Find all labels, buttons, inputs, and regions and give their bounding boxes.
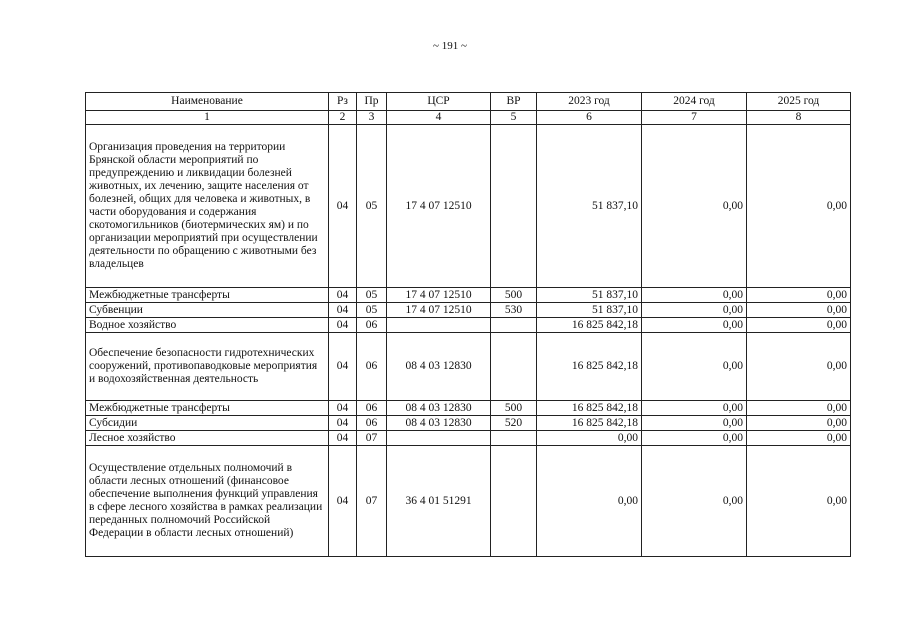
table-row	[86, 125, 851, 288]
budget-table	[85, 92, 851, 557]
row-pr: 05	[357, 288, 387, 303]
header-row	[86, 93, 851, 111]
row-vr	[491, 431, 537, 446]
row-pr: 07	[357, 431, 387, 446]
row-pr: 07	[357, 446, 387, 557]
table-row	[86, 401, 851, 416]
row-2024: 0,00	[642, 431, 747, 446]
table-row	[86, 333, 851, 401]
row-2025: 0,00	[747, 318, 851, 333]
row-csr: 36 4 01 51291	[387, 446, 491, 557]
column-number: 4	[387, 111, 491, 125]
row-name: Межбюджетные трансферты	[86, 401, 329, 416]
row-rz: 04	[329, 318, 357, 333]
row-rz: 04	[329, 401, 357, 416]
header-csr: ЦСР	[387, 93, 491, 111]
column-number: 3	[357, 111, 387, 125]
row-vr	[491, 333, 537, 401]
row-pr: 06	[357, 416, 387, 431]
table-row	[86, 288, 851, 303]
page-number: ~ 191 ~	[433, 40, 467, 52]
row-csr: 17 4 07 12510	[387, 288, 491, 303]
row-2024: 0,00	[642, 288, 747, 303]
row-vr: 530	[491, 303, 537, 318]
row-2024: 0,00	[642, 416, 747, 431]
row-2025: 0,00	[747, 401, 851, 416]
row-csr: 17 4 07 12510	[387, 125, 491, 288]
column-number: 1	[86, 111, 329, 125]
row-rz: 04	[329, 125, 357, 288]
row-csr	[387, 318, 491, 333]
row-vr	[491, 318, 537, 333]
row-name: Осуществление отдельных полномочий в области лесных отношений (финансовое обеспечение выполнения функций управления в сфере лесного хозяйства в рамках реализации переданных полномочий Российской Федерации в области лесных отношений)	[86, 446, 329, 557]
row-rz: 04	[329, 446, 357, 557]
row-2023: 51 837,10	[537, 288, 642, 303]
table-row	[86, 416, 851, 431]
row-2024: 0,00	[642, 446, 747, 557]
row-csr: 08 4 03 12830	[387, 401, 491, 416]
table-row	[86, 431, 851, 446]
table-row	[86, 303, 851, 318]
row-pr: 05	[357, 303, 387, 318]
row-2023: 0,00	[537, 431, 642, 446]
row-rz: 04	[329, 431, 357, 446]
row-rz: 04	[329, 416, 357, 431]
column-number: 2	[329, 111, 357, 125]
table-row	[86, 318, 851, 333]
row-2025: 0,00	[747, 303, 851, 318]
header-2023: 2023 год	[537, 93, 642, 111]
row-2025: 0,00	[747, 125, 851, 288]
row-pr: 06	[357, 401, 387, 416]
table-row	[86, 446, 851, 557]
row-2023: 51 837,10	[537, 303, 642, 318]
row-2023: 16 825 842,18	[537, 333, 642, 401]
row-2024: 0,00	[642, 125, 747, 288]
column-number-row	[86, 111, 851, 125]
row-csr	[387, 431, 491, 446]
row-2025: 0,00	[747, 416, 851, 431]
row-2023: 51 837,10	[537, 125, 642, 288]
row-pr: 06	[357, 333, 387, 401]
row-2023: 16 825 842,18	[537, 416, 642, 431]
row-2024: 0,00	[642, 303, 747, 318]
row-rz: 04	[329, 303, 357, 318]
header-name: Наименование	[86, 93, 329, 111]
row-csr: 08 4 03 12830	[387, 333, 491, 401]
row-2025: 0,00	[747, 333, 851, 401]
row-2023: 16 825 842,18	[537, 318, 642, 333]
row-name: Субвенции	[86, 303, 329, 318]
header-vr: ВР	[491, 93, 537, 111]
row-2024: 0,00	[642, 401, 747, 416]
header-rz: Рз	[329, 93, 357, 111]
row-name: Обеспечение безопасности гидротехнических сооружений, противопаводковые мероприятия и водохозяйственная деятельность	[86, 333, 329, 401]
row-2023: 0,00	[537, 446, 642, 557]
row-pr: 06	[357, 318, 387, 333]
row-csr: 17 4 07 12510	[387, 303, 491, 318]
row-2024: 0,00	[642, 318, 747, 333]
row-vr: 520	[491, 416, 537, 431]
row-pr: 05	[357, 125, 387, 288]
row-name: Водное хозяйство	[86, 318, 329, 333]
row-name: Лесное хозяйство	[86, 431, 329, 446]
row-csr: 08 4 03 12830	[387, 416, 491, 431]
row-vr	[491, 446, 537, 557]
row-vr: 500	[491, 401, 537, 416]
column-number: 5	[491, 111, 537, 125]
row-name: Субсидии	[86, 416, 329, 431]
row-2025: 0,00	[747, 431, 851, 446]
header-2024: 2024 год	[642, 93, 747, 111]
column-number: 8	[747, 111, 851, 125]
row-2023: 16 825 842,18	[537, 401, 642, 416]
header-2025: 2025 год	[747, 93, 851, 111]
row-rz: 04	[329, 333, 357, 401]
row-2025: 0,00	[747, 288, 851, 303]
column-number: 7	[642, 111, 747, 125]
row-name: Организация проведения на территории Брянской области мероприятий по предупреждению и ликвидации болезней животных, их лечению, защите населения от болезней, общих для человека и животных, в части оборудования и содержания скотомогильников (биотермических ям) и по организации мероприятий при осуществлении деятельности по обращению с животными без владельцев	[86, 125, 329, 288]
row-2025: 0,00	[747, 446, 851, 557]
row-2024: 0,00	[642, 333, 747, 401]
row-vr: 500	[491, 288, 537, 303]
column-number: 6	[537, 111, 642, 125]
row-vr	[491, 125, 537, 288]
header-pr: Пр	[357, 93, 387, 111]
row-rz: 04	[329, 288, 357, 303]
row-name: Межбюджетные трансферты	[86, 288, 329, 303]
